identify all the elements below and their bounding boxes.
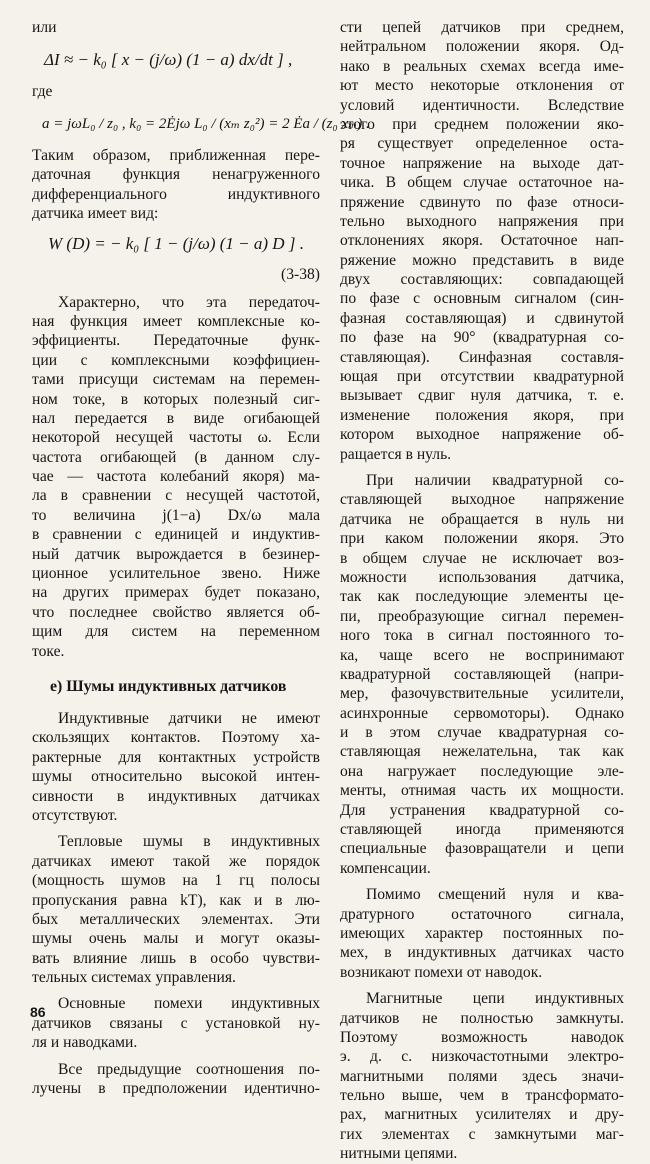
paragraph-quadrature [340,471,624,878]
text-line: сти цепей датчиков при среднем, [340,19,624,36]
text-line: дифференциального индуктивного [32,185,320,203]
text-line: в сравнении с единицей и индуктив- [32,526,320,544]
paragraph-thermal-noise [32,832,320,987]
text-line: ции с комплексными коэффициен- [32,351,320,369]
text-line: При наличии квадратурной со- [366,471,624,489]
text-line: вызывает сдвиг нуля датчика, т. е. [340,387,624,405]
text-line: котором выходное напряжение об- [340,426,624,444]
text-line: этого при среднем положении яко- [340,115,624,133]
text-line: по фазе на 90° (квадратурная со- [340,329,624,347]
paragraph-no-sliding-contacts [32,709,320,825]
text-line: на других примерах будет показано, [32,584,320,602]
equation-number: (3-38) [281,265,320,283]
paragraph-magnetic-circuits [340,989,624,1164]
text-line: вать влияние лишь в особо чувстви- [32,949,320,967]
text-line: Индуктивные датчики не имеют [58,709,320,727]
text-line: рактерные для контактных устройств [32,748,320,766]
paragraph-main-interference [32,994,320,1052]
text-line: точное напряжение на выходе дат- [340,154,624,172]
text-line: рах, магнитных усилителях и дру- [340,1106,624,1124]
text-line: ря существует определенное оста- [340,135,624,153]
text-line: тельно выходного напряжения при [340,212,624,230]
text-line: то величина j(1−a) Dx/ω мала [32,506,320,524]
text-line: изменение положения якоря, при [340,406,624,424]
text-line: Таким образом, приближенная пере- [32,147,320,164]
text-line: мех, в индуктивных датчиках часто [340,944,624,962]
text-line: Магнитные цепи индуктивных [366,990,624,1008]
text-line: в общем случае не исключает воз- [340,549,624,567]
paragraph-complex-coefficients [32,293,320,661]
text-line: фазная составляющая) и сдвинутой [340,309,624,327]
formula-delta-i: ΔI ≈ − k₀ [ x − (j/ω) (1 − a) dx/dt ] , [44,50,293,69]
text-line: что последнее свойство является об- [32,603,320,621]
text-line: мер, фазочувствительные усилители, [340,685,624,703]
text-line: скользящих контактов. Поэтому ха- [32,729,320,747]
paragraph-residual-voltage [340,18,624,464]
text-line: тами присущи системам на перемен- [32,371,320,389]
text-line: ставляющей выходное напряжение [340,491,624,509]
text-line: менты, отнимая часть их мощности. [340,782,624,800]
text-line: ном токе, в которых полезный сиг- [32,390,320,408]
text-line: условий идентичности. Вследствие [340,96,624,114]
text-line: Основные помехи индуктивных [58,995,320,1013]
text-line: пи, преобразующие сигнал перемен- [340,607,624,625]
word-where: где [32,83,53,100]
text-line: квадратурной составляющей (напри- [340,665,624,683]
text-line: возникают помехи от наводок. [340,963,543,981]
text-line: нитными цепями. [340,1145,458,1163]
text-line: отклонениях якоря. Остаточное нап- [340,232,624,250]
text-line: асинхронные сервомоторы). Однако [340,704,624,722]
text-line: сивности в индуктивных датчиках [32,787,320,805]
text-line: ставляющей иногда применяются [340,821,624,839]
text-line: э. д. с. низкочастотными электро- [340,1048,624,1066]
text-line: дратурного остаточного сигнала, [340,905,624,923]
text-line: Тепловые шумы в индуктивных [58,833,320,851]
text-line: Помимо смещений нуля и ква- [366,886,624,904]
text-line: чика. В общем случае остаточное на- [340,174,624,192]
paragraph-transfer-intro [32,146,320,224]
text-line: (мощность шумов на 1 гц полосы [32,872,320,890]
text-line: Для устранения квадратурной со- [340,801,624,819]
text-line: ля и наводками. [32,1034,138,1052]
text-line: двух составляющих: совпадающей [340,271,624,289]
text-line: частота огибающей (в данном слу- [32,448,320,466]
text-line: токе. [32,642,65,660]
text-line: бых металлических элементах. Эти [32,910,320,928]
text-line: Поэтому возможность наводок [340,1028,624,1046]
text-line: так как последующие элементы це- [340,588,624,606]
text-line: пряжение сдвинуто по фазе относи- [340,193,624,211]
text-line: ставляющая). Синфазная составля- [340,348,624,366]
text-line: можности использования датчика, [340,568,624,586]
text-line: тельно выше, чем в трансформато- [340,1087,624,1105]
text-line: ная функция имеет комплексные ко- [32,312,320,330]
text-line: ставляющая нежелательна, так как [340,743,624,761]
text-line: тельных системах управления. [32,969,236,987]
text-line: чае — частота колебаний якоря) ма- [32,468,320,486]
text-line: нако в реальных схемах всегда име- [340,57,624,75]
text-line: лучены в предположении идентично- [32,1080,320,1098]
text-line: имеющих характер постоянных по- [340,924,624,942]
paragraph-previous-relations [32,1060,320,1099]
text-line: Характерно, что эта передаточ- [58,293,320,311]
text-line: ный датчик вырождается в безинер- [32,545,320,563]
text-line: отсутствуют. [32,806,118,824]
text-line: пропускания равна kT), как и в лю- [32,891,320,909]
text-line: щим для систем на переменном [32,623,320,641]
text-line: магнитными полями здесь значи- [340,1067,624,1085]
text-line: датчиков не полностью замкнуты. [340,1009,624,1027]
text-line: датчиков связаны с установкой ну- [32,1014,320,1032]
text-line: ют место некоторые отклонения от [340,77,624,95]
text-line: компенсации. [340,859,431,877]
text-line: по фазе с основным сигналом (син- [340,290,624,308]
text-line: эффициенты. Передаточные функ- [32,332,320,350]
text-line: специальные фазовращатели и цепи [340,840,624,858]
page-number: 86 [30,1004,46,1020]
text-line: и в этом случае квадратурная со- [340,724,624,742]
formula-definitions: a = jωL₀ / z₀ , k₀ = 2Ėjω L₀ / (xₘ z₀²) = 2 Ėa / (z₀ xₘ) . [42,116,370,132]
text-line: датчиках имеют такой же порядок [32,852,320,870]
text-line: она нагружает последующие эле- [340,762,624,780]
text-line: нейтральном положении якоря. Од- [340,38,624,56]
text-line: при каком положении якоря. Это [340,530,624,548]
text-line: ряжение можно представить в виде [340,251,624,269]
text-line: шумы относительно высокой интен- [32,768,320,786]
text-line: ционное усилительное звено. Ниже [32,565,320,583]
text-line: гих элементах с замкнутыми маг- [340,1125,624,1143]
section-heading: е) Шумы индуктивных датчиков [50,677,287,695]
text-line: ного тока в сигнал постоянного то- [340,627,624,645]
formula-transfer-function: W (D) = − k₀ [ 1 − (j/ω) (1 − a) D ] . [48,233,304,253]
text-line: датчика не обращается в нуль ни [340,510,624,528]
text-line: шумы очень малы и могут оказы- [32,930,320,948]
paragraph-interference [340,885,624,982]
text-line: Все предыдущие соотношения по- [58,1060,320,1078]
text-line: нал передается в виде огибающей [32,409,320,427]
text-line: ла в сравнении с несущей частотой, [32,487,320,505]
text-line: ращается в нуль. [340,445,452,463]
text-line: даточная функция ненагруженного [32,166,320,184]
text-line: ка, чаще всего не воспринимают [340,646,624,664]
text-line: датчика имеет вид: [32,205,159,223]
right-column [340,18,624,1164]
word-or: или [32,19,57,36]
left-column [32,18,370,1098]
text-line: некоторой несущей частоты ω. Если [32,429,320,447]
text-line: ющая при отсутствии квадратурной [340,368,624,386]
